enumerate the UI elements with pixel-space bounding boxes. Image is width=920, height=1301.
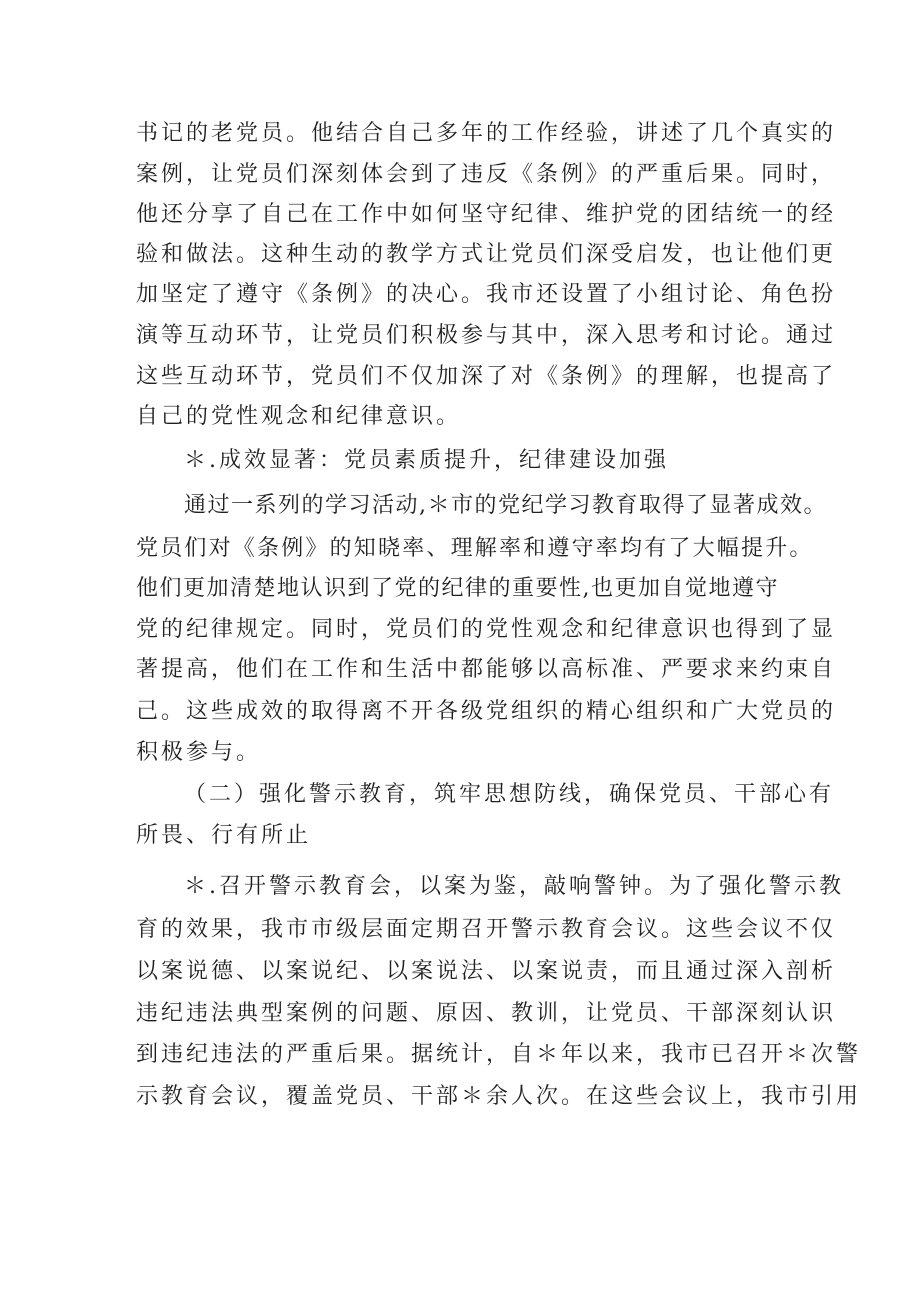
text-line: 他还分享了自己在工作中如何坚守纪律、维护党的团结统一的经 [136, 202, 837, 227]
text-line: 积极参与。 [136, 740, 262, 765]
text-line: 党员们对《条例》的知晓率、理解率和遵守率均有了大幅提升。 [136, 536, 814, 561]
text-line: 验和做法。这种生动的教学方式让党员们深受启发，也让他们更 [136, 242, 837, 267]
text-line: 加坚定了遵守《条例》的决心。我市还设置了小组讨论、角色扮 [136, 282, 837, 307]
text-line: 书记的老党员。他结合自己多年的工作经验，讲述了几个真实的 [136, 121, 837, 146]
text-line: 到违纪违法的严重后果。据统计，自＊年以来，我市已召开＊次警 [136, 1042, 862, 1067]
text-line: 演等互动环节，让党员们积极参与其中，深入思考和讨论。通过 [136, 323, 837, 348]
text-line: 己。这些成效的取得离不开各级党组织的精心组织和广大党员的 [136, 699, 837, 724]
text-line: 自己的党性观念和纪律意识。 [136, 404, 462, 429]
text-line: 违纪违法典型案例的问题、原因、教训，让党员、干部深刻认识 [136, 1001, 837, 1026]
text-line: 通过一系列的学习活动,＊市的党纪学习教育取得了显著成效。 [184, 493, 827, 518]
text-line: 这些互动环节，党员们不仅加深了对《条例》的理解，也提高了 [136, 364, 837, 389]
section-heading: ＊.成效显著：党员素质提升，纪律建设加强 [184, 448, 669, 473]
text-line: 以案说德、以案说纪、以案说法、以案说责，而且通过深入剖析 [136, 959, 837, 984]
text-line: 著提高，他们在工作和生活中都能够以高标准、严要求来约束自 [136, 657, 837, 682]
text-line: 育的效果，我市市级层面定期召开警示教育会议。这些会议不仅 [136, 917, 837, 942]
section-heading: 所畏、行有所止 [136, 823, 312, 848]
text-line: 他们更加清楚地认识到了党的纪律的重要性,也更加自觉地遵守 [136, 576, 779, 601]
text-line: 案例，让党员们深刻体会到了违反《条例》的严重后果。同时， [136, 162, 837, 187]
text-line: 党的纪律规定。同时，党员们的党性观念和纪律意识也得到了显 [136, 617, 837, 642]
text-line: 示教育会议，覆盖党员、干部＊余人次。在这些会议上，我市引用 [136, 1084, 862, 1109]
text-line: ＊.召开警示教育会，以案为鉴，敲响警钟。为了强化警示教 [184, 874, 844, 899]
section-heading: （二）强化警示教育，筑牢思想防线，确保党员、干部心有 [184, 782, 835, 807]
